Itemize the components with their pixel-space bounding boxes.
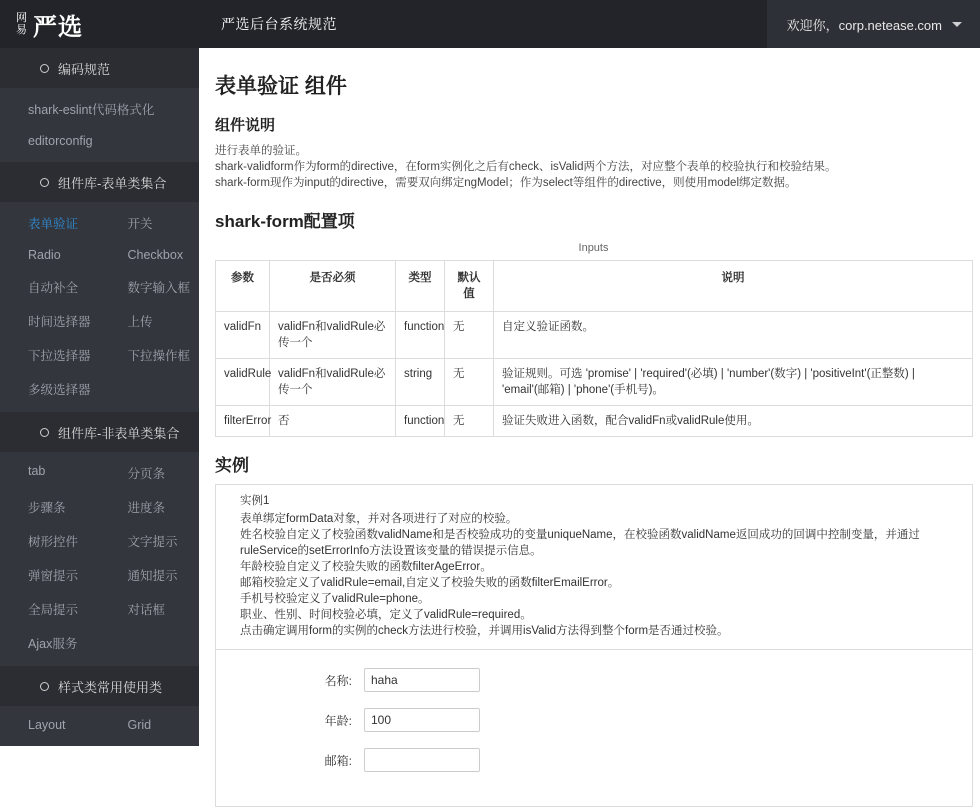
sidebar-item-autocomplete[interactable]: 自动补全 [28, 281, 79, 295]
sidebar-group-label: 编码规范 [58, 61, 111, 77]
user-menu[interactable] [767, 0, 980, 48]
brand-logo-area[interactable] [0, 0, 199, 48]
sidebar-group [0, 666, 199, 746]
sidebar-item-tree[interactable]: 树形控件 [28, 535, 79, 549]
table-row [216, 312, 973, 359]
brand-logo-primary: 网易 [16, 12, 27, 36]
email-input[interactable] [364, 748, 480, 772]
main-content [199, 48, 980, 768]
example-description-line: 点击确定调用form的实例的check方法进行校验，并调用isValid方法得到整个form是否通过校验。 [240, 625, 729, 637]
sidebar-group-label: 样式类常用使用类 [58, 679, 163, 695]
table-header-desc: 说明 [494, 261, 973, 312]
cell-required: 否 [270, 406, 396, 437]
form-row-age [226, 708, 962, 732]
section-title-example: 实例 [215, 456, 249, 475]
table-row [216, 359, 973, 406]
cell-desc: 验证失败进入函数，配合validFn或validRule使用。 [494, 406, 973, 437]
cell-required: validFn和validRule必传一个 [270, 359, 396, 406]
cell-param: validFn [216, 312, 270, 359]
cell-desc: 自定义验证函数。 [494, 312, 973, 359]
sidebar-group-label: 组件库-表单类集合 [58, 175, 167, 191]
sidebar-item-radio[interactable]: Radio [28, 248, 61, 262]
sidebar-item-dropdown[interactable]: 下拉操作框 [127, 349, 191, 363]
example-description-line: 职业、性别、时间校验必填，定义了validRule=required。 [240, 609, 532, 621]
table-row [216, 406, 973, 437]
sidebar-item-grid[interactable]: Grid [127, 718, 152, 732]
user-greeting-label: 欢迎你，corp.netease.com [786, 17, 942, 33]
cell-param: validRule [216, 359, 270, 406]
brand-logo-secondary: 严选 [33, 14, 83, 41]
form-row-email [226, 748, 962, 772]
example-description [216, 511, 972, 649]
sidebar-item-progress[interactable]: 进度条 [127, 501, 166, 515]
sidebar-item-number-input[interactable]: 数字输入框 [127, 281, 191, 295]
cell-default: 无 [445, 406, 494, 437]
sidebar-item-upload[interactable]: 上传 [127, 315, 153, 329]
table-header-required: 是否必须 [270, 261, 396, 312]
example-label: 实例1 [240, 495, 270, 507]
sidebar-item-switch[interactable]: 开关 [127, 217, 153, 231]
table-header-row [216, 261, 973, 312]
sidebar-group-title-0[interactable] [0, 48, 199, 88]
sidebar-group-links-0 [0, 88, 199, 162]
sidebar-group-links-1 [0, 202, 199, 412]
example-description-line: 手机号校验定义了validRule=phone。 [240, 593, 430, 605]
example-description-line: 年龄校验自定义了校验失败的函数filterAgeError。 [240, 561, 492, 573]
cell-type: function [396, 406, 445, 437]
sidebar[interactable] [0, 48, 199, 732]
example-description-line: 表单绑定formData对象，并对各项进行了对应的校验。 [240, 513, 518, 525]
section-title-description: 组件说明 [215, 117, 276, 134]
age-input[interactable] [364, 708, 480, 732]
sidebar-item-cascader[interactable]: 多级选择器 [28, 383, 91, 397]
sidebar-item-form-validation[interactable]: 表单验证 [28, 217, 79, 231]
sidebar-group-links-2 [0, 452, 199, 666]
cell-type: string [396, 359, 445, 406]
example-panel [215, 484, 973, 807]
sidebar-group-title-2[interactable] [0, 412, 199, 452]
chevron-down-icon [952, 22, 962, 27]
cell-default: 无 [445, 312, 494, 359]
description-line: 进行表单的验证。 [215, 145, 307, 157]
sidebar-group-title-1[interactable] [0, 162, 199, 202]
sidebar-item-tab[interactable]: tab [28, 464, 46, 478]
sidebar-item-shark-eslint[interactable]: shark-eslint代码格式化 [28, 103, 155, 117]
sidebar-item-ajax-service[interactable]: Ajax服务 [28, 637, 78, 651]
table-caption-inputs: Inputs [578, 242, 609, 254]
sidebar-group [0, 162, 199, 412]
bullet-icon [40, 178, 49, 187]
demo-form [216, 649, 972, 806]
cell-type: function [396, 312, 445, 359]
sidebar-item-dialog[interactable]: 对话框 [127, 603, 166, 617]
sidebar-item-layout[interactable]: Layout [28, 718, 66, 732]
sidebar-item-notification[interactable]: 通知提示 [127, 569, 178, 583]
form-label-age: 年龄: [324, 713, 352, 728]
top-bar [0, 0, 980, 48]
brand-logo [14, 7, 83, 42]
sidebar-item-global-message[interactable]: 全局提示 [28, 603, 79, 617]
sidebar-item-select[interactable]: 下拉选择器 [28, 349, 91, 363]
sidebar-group-title-3[interactable] [0, 666, 199, 706]
sidebar-item-time-picker[interactable]: 时间选择器 [28, 315, 91, 329]
description-line: shark-validform作为form的directive，在form实例化之后有check、isValid两个方法，对应整个表单的校验执行和校验结果。 [215, 161, 837, 173]
example-description-line: 邮箱校验定义了validRule=email,自定义了校验失败的函数filterEmailError。 [240, 577, 620, 589]
description-line: shark-form现作为input的directive，需要双向绑定ngModel；作为select等组件的directive，则使用model绑定数据。 [215, 177, 797, 189]
sidebar-group [0, 48, 199, 162]
page-title: 表单验证 组件 [215, 75, 347, 98]
sidebar-item-checkbox[interactable]: Checkbox [127, 248, 184, 262]
form-label-email: 邮箱: [324, 753, 352, 768]
cell-desc: 验证规则。可选 'promise' | 'required'(必填) | 'number'(数字) | 'positiveInt'(正整数) | 'email'(邮箱) | 'phone'(手机号)。 [494, 359, 973, 406]
bullet-icon [40, 682, 49, 691]
sidebar-item-popover[interactable]: 弹窗提示 [28, 569, 79, 583]
sidebar-item-editorconfig[interactable]: editorconfig [28, 134, 93, 148]
form-label-name: 名称: [324, 673, 352, 688]
sidebar-group-links-3 [0, 706, 199, 746]
sidebar-item-steps[interactable]: 步骤条 [28, 501, 66, 515]
name-input[interactable] [364, 668, 480, 692]
table-header-default: 默认值 [445, 261, 494, 312]
cell-required: validFn和validRule必传一个 [270, 312, 396, 359]
table-header-param: 参数 [216, 261, 270, 312]
api-table [215, 260, 973, 437]
component-description [215, 143, 972, 191]
example-description-line: 姓名校验自定义了校验函数validName和是否校验成功的变量uniqueName，在校验函数validName返回成功的回调中控制变量，并通过ruleService的setErrorInfo方法设置该变量的错误提示信息。 [240, 529, 920, 557]
bullet-icon [40, 64, 49, 73]
sidebar-item-pagination[interactable]: 分页条 [127, 467, 166, 481]
sidebar-item-tooltip[interactable]: 文字提示 [127, 535, 178, 549]
sidebar-group-label: 组件库-非表单类集合 [58, 425, 180, 441]
bullet-icon [40, 428, 49, 437]
form-row-name [226, 668, 962, 692]
cell-param: filterError [216, 406, 270, 437]
section-title-config: shark-form配置项 [215, 212, 355, 231]
app-title: 严选后台系统规范 [221, 16, 337, 32]
sidebar-group [0, 412, 199, 666]
cell-default: 无 [445, 359, 494, 406]
table-header-type: 类型 [396, 261, 445, 312]
